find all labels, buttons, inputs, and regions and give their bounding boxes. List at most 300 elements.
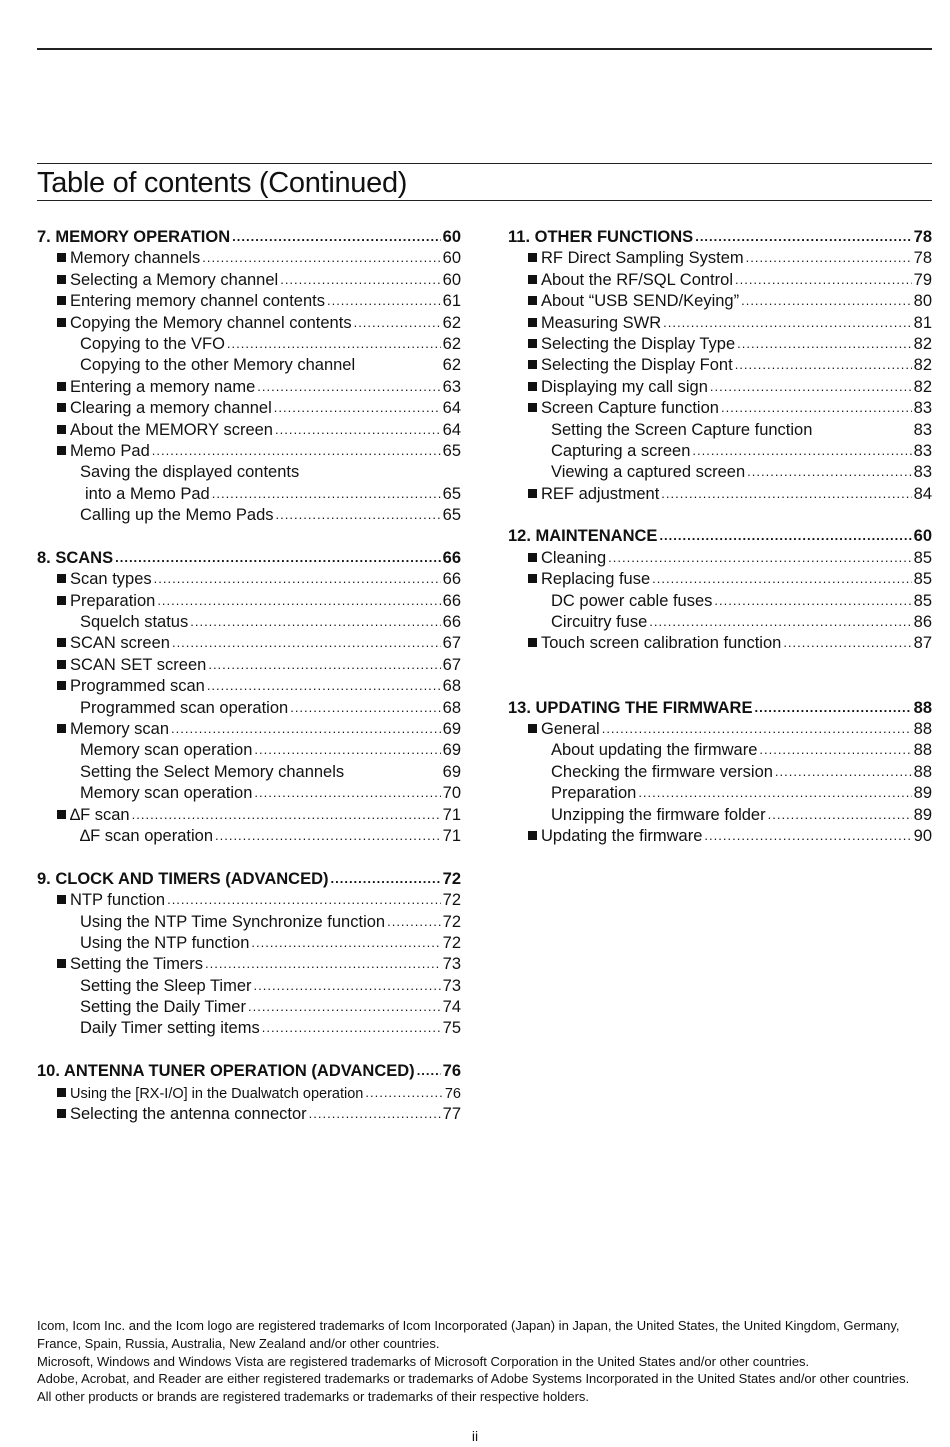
page-ref: 72 (442, 912, 461, 931)
section-heading[interactable] (37, 869, 461, 890)
bullet-square-icon (528, 831, 537, 840)
toc-section (37, 1061, 461, 1125)
footer-line: Microsoft, Windows and Windows Vista are registered trademarks of Microsoft Corporation in the United States and/or other countries. (37, 1353, 810, 1369)
toc-entry-label: About the RF/SQL Control (541, 270, 733, 289)
toc-entry-label: SCAN SET screen (70, 655, 207, 674)
toc-subentry[interactable] (37, 355, 461, 376)
toc-entry[interactable] (37, 398, 461, 419)
toc-entry[interactable] (37, 441, 461, 462)
page-ref: 82 (913, 377, 932, 396)
page-ref: 83 (913, 463, 932, 482)
toc-right-column (508, 227, 932, 869)
toc-entry-label: Selecting the antenna connector (70, 1105, 307, 1124)
title-rule-bottom (37, 200, 932, 201)
page-ref: 86 (913, 613, 932, 632)
dot-leader (663, 312, 912, 333)
bullet-square-icon (528, 489, 537, 498)
toc-subentry-label: Preparation (551, 784, 637, 803)
toc-subentry-label: Viewing a captured screen (551, 463, 746, 482)
dot-leader (638, 782, 911, 803)
footer-line: All other products or brands are registered trademarks or trademarks of their respective holders. (37, 1389, 590, 1405)
dot-leader (171, 718, 441, 739)
page-ref: 83 (913, 399, 932, 418)
page-ref: 62 (442, 313, 461, 332)
dot-leader (327, 290, 441, 311)
toc-entry-label: Cleaning (541, 548, 607, 567)
page-ref: 87 (913, 634, 932, 653)
dot-leader (172, 632, 441, 653)
dot-leader (775, 761, 912, 782)
toc-subentry-label: Memory scan operation (80, 741, 253, 760)
dot-leader (154, 568, 441, 589)
toc-entry-label: Clearing a memory channel (70, 399, 272, 418)
footer-line: Adobe, Acrobat, and Reader are either registered trademarks or trademarks of Adobe Systems Incorporated in the United States and/or other countries. (37, 1371, 910, 1387)
page-ref: 61 (442, 292, 461, 311)
toc-subentry[interactable] (508, 462, 932, 483)
toc-subentry[interactable] (37, 505, 461, 526)
page-ref: 73 (442, 955, 461, 974)
section-heading[interactable] (37, 227, 461, 248)
page-ref: 60 (442, 228, 461, 246)
bullet-square-icon (57, 318, 66, 327)
bullet-square-icon (57, 296, 66, 305)
dot-leader (212, 483, 441, 504)
toc-entry[interactable] (508, 398, 932, 419)
toc-subentry-label: Copying to the VFO (80, 334, 225, 353)
bullet-square-icon (57, 1109, 66, 1118)
page-ref: 67 (442, 655, 461, 674)
toc-subentry[interactable] (37, 826, 461, 847)
bullet-square-icon (528, 403, 537, 412)
section-heading-label: 8. SCANS (37, 548, 114, 567)
bullet-square-icon (57, 959, 66, 968)
dot-leader (754, 697, 911, 718)
dot-leader (741, 290, 912, 311)
footer-line: Icom, Icom Inc. and the Icom logo are registered trademarks of Icom Incorporated (Japan) in Japan, the United States, the United Kingdom, Germany, France, Spain, Russia, Australia, New Zealand and/or other countries. (37, 1318, 900, 1351)
dot-leader (735, 269, 912, 290)
dot-leader (710, 376, 912, 397)
toc-entry-label: Touch screen calibration function (541, 634, 782, 653)
bullet-square-icon (57, 425, 66, 434)
toc-entry[interactable] (37, 719, 461, 740)
page-ref: 83 (913, 420, 932, 439)
dot-leader (783, 632, 911, 653)
toc-section (37, 869, 461, 1040)
toc-subentry-label: About updating the firmware (551, 741, 758, 760)
page-ref: 71 (442, 826, 461, 845)
toc-subentry[interactable] (508, 612, 932, 633)
toc-entry[interactable] (37, 591, 461, 612)
page-ref: 89 (913, 784, 932, 803)
toc-subentry[interactable] (37, 334, 461, 355)
page-ref: 66 (442, 570, 461, 589)
bullet-square-icon (57, 1088, 66, 1097)
toc-subentry[interactable] (508, 591, 932, 612)
toc-entry[interactable] (508, 826, 932, 847)
toc-section (508, 526, 932, 654)
page-ref: 65 (442, 484, 461, 503)
page-ref: 62 (442, 334, 461, 353)
dot-leader (695, 226, 911, 247)
toc-section (508, 698, 932, 848)
page-ref: 85 (913, 548, 932, 567)
bullet-square-icon (528, 318, 537, 327)
toc-entry[interactable] (37, 270, 461, 291)
dot-leader (735, 354, 912, 375)
bullet-square-icon (528, 253, 537, 262)
toc-left-column (37, 227, 461, 1147)
bullet-square-icon (57, 681, 66, 690)
dot-leader (251, 932, 440, 953)
toc-subentry[interactable] (37, 740, 461, 761)
top-rule (37, 48, 932, 50)
page-ref: 84 (913, 484, 932, 503)
toc-entry-label: Entering a memory name (70, 377, 256, 396)
bullet-square-icon (528, 275, 537, 284)
bullet-square-icon (57, 810, 66, 819)
page-ref: 64 (442, 399, 461, 418)
dot-leader (202, 247, 440, 268)
page-ref: 90 (913, 826, 932, 845)
page-ref: 65 (442, 506, 461, 525)
toc-entry-label: SCAN screen (70, 634, 170, 653)
dot-leader (704, 825, 911, 846)
dot-leader (207, 675, 441, 696)
toc-entry[interactable] (508, 484, 932, 505)
section-heading[interactable] (508, 698, 932, 719)
page-ref: 68 (442, 698, 461, 717)
toc-subentry-label: Daily Timer setting items (80, 1019, 260, 1038)
page-ref: 69 (442, 762, 461, 781)
toc-subentry-label: Copying to the other Memory channel (80, 356, 356, 375)
dot-leader (157, 590, 440, 611)
dot-leader (115, 547, 441, 568)
toc-entry[interactable] (508, 377, 932, 398)
toc-subentry-label: Using the NTP function (80, 933, 250, 952)
section-heading-label: 10. ANTENNA TUNER OPERATION (ADVANCED) (37, 1062, 415, 1081)
toc-entry-label: Selecting the Display Font (541, 356, 733, 375)
toc-subentry-label: Setting the Screen Capture function (551, 420, 813, 439)
toc-entry-label: Programmed scan (70, 677, 205, 696)
dot-leader (602, 718, 912, 739)
toc-entry-label: Setting the Timers (70, 955, 203, 974)
bullet-square-icon (57, 724, 66, 733)
toc-subentry-label: Unzipping the firmware folder (551, 805, 766, 824)
toc-entry[interactable] (37, 655, 461, 676)
page-ref: 72 (442, 933, 461, 952)
page-ref: 69 (442, 719, 461, 738)
toc-entry-label: Selecting a Memory channel (70, 270, 279, 289)
toc-subentry-label: Squelch status (80, 613, 189, 632)
toc-subentry[interactable] (37, 484, 461, 505)
toc-entry[interactable] (37, 248, 461, 269)
page-ref: 76 (444, 1085, 461, 1102)
dot-leader (737, 333, 911, 354)
dot-leader (215, 825, 441, 846)
dot-leader (257, 376, 440, 397)
toc-subentry[interactable] (37, 462, 461, 483)
section-heading-label: 9. CLOCK AND TIMERS (ADVANCED) (37, 869, 329, 888)
page-ref: 66 (442, 613, 461, 632)
bullet-square-icon (528, 339, 537, 348)
toc-subentry[interactable] (508, 740, 932, 761)
toc-entry-label: Entering memory channel contents (70, 292, 325, 311)
dot-leader (309, 1103, 441, 1124)
toc-entry[interactable] (508, 270, 932, 291)
dot-leader (365, 1082, 442, 1104)
page-number: ii (471, 1428, 479, 1444)
dot-leader (692, 440, 911, 461)
dot-leader (275, 419, 441, 440)
page-ref: 88 (913, 762, 932, 781)
bullet-square-icon (57, 596, 66, 605)
page-ref: 74 (442, 998, 461, 1017)
section-heading-label: 13. UPDATING THE FIRMWARE (508, 698, 753, 717)
toc-subentry[interactable] (37, 698, 461, 719)
section-heading-label: 11. OTHER FUNCTIONS (508, 228, 694, 246)
page-ref: 65 (442, 441, 461, 460)
toc-subentry[interactable] (37, 762, 461, 783)
page-ref: 72 (442, 869, 461, 888)
toc-entry[interactable] (508, 569, 932, 590)
toc-subentry[interactable] (37, 933, 461, 954)
toc-subentry-label: Setting the Select Memory channels (80, 762, 345, 781)
bullet-square-icon (528, 360, 537, 369)
page-title: Table of contents (Continued) (37, 167, 408, 199)
toc-entry[interactable] (37, 954, 461, 975)
bullet-square-icon (57, 253, 66, 262)
bullet-square-icon (57, 446, 66, 455)
dot-leader (262, 1017, 441, 1038)
toc-section (37, 548, 461, 847)
toc-entry-label: Preparation (70, 591, 156, 610)
toc-subentry-label: Memory scan operation (80, 784, 253, 803)
toc-subentry[interactable] (37, 1018, 461, 1039)
dot-leader (417, 1060, 441, 1081)
toc-subentry[interactable] (508, 420, 932, 441)
toc-subentry[interactable] (37, 976, 461, 997)
toc-entry-label: RF Direct Sampling System (541, 249, 744, 268)
dot-leader (714, 590, 911, 611)
toc-subentry-label: into a Memo Pad (85, 484, 210, 503)
bullet-square-icon (528, 574, 537, 583)
toc-entry[interactable] (508, 334, 932, 355)
toc-subentry-label: Capturing a screen (551, 441, 691, 460)
dot-leader (167, 889, 441, 910)
page-ref: 70 (442, 784, 461, 803)
toc-entry[interactable] (508, 548, 932, 569)
toc-entry-label: Copying the Memory channel contents (70, 313, 352, 332)
bullet-square-icon (528, 724, 537, 733)
page-ref: 68 (442, 677, 461, 696)
bullet-square-icon (57, 403, 66, 412)
section-heading-label: 7. MEMORY OPERATION (37, 228, 231, 246)
toc-entry-label: NTP function (70, 891, 166, 910)
page-ref: 60 (442, 270, 461, 289)
toc-subentry-label: Programmed scan operation (80, 698, 289, 717)
dot-leader (331, 868, 441, 889)
page-ref: 81 (913, 313, 932, 332)
dot-leader (254, 782, 440, 803)
toc-entry[interactable] (37, 569, 461, 590)
page-ref: 78 (913, 228, 932, 246)
toc-entry-label: Memory channels (70, 249, 201, 268)
section-heading[interactable] (37, 548, 461, 569)
dot-leader (290, 697, 440, 718)
page-ref: 85 (913, 570, 932, 589)
toc-entry-label: ∆F scan (70, 805, 130, 824)
toc-entry-label: Memo Pad (70, 441, 150, 460)
toc-entry-label: Selecting the Display Type (541, 334, 736, 353)
dot-leader (254, 975, 441, 996)
toc-entry[interactable] (508, 355, 932, 376)
page-ref: 66 (442, 548, 461, 567)
dot-leader (232, 226, 441, 247)
dot-leader (276, 504, 441, 525)
dot-leader (205, 953, 441, 974)
page-ref: 88 (913, 741, 932, 760)
dot-leader (152, 440, 441, 461)
dot-leader (227, 333, 441, 354)
dot-leader (254, 739, 440, 760)
page-ref: 75 (442, 1019, 461, 1038)
toc-subentry[interactable] (508, 805, 932, 826)
toc-entry[interactable] (37, 291, 461, 312)
bullet-square-icon (528, 296, 537, 305)
section-heading[interactable] (508, 227, 932, 248)
toc-subentry[interactable] (37, 783, 461, 804)
dot-leader (387, 911, 441, 932)
toc-entry-label: Using the [RX-I/O] in the Dualwatch operation (70, 1085, 364, 1102)
toc-subentry-label: DC power cable fuses (551, 591, 713, 610)
page-ref: 82 (913, 356, 932, 375)
page-ref: 77 (442, 1105, 461, 1124)
toc-subentry-label: Setting the Daily Timer (80, 998, 246, 1017)
section-heading[interactable] (37, 1061, 461, 1082)
toc-entry[interactable] (508, 633, 932, 654)
toc-entry-label: Memory scan (70, 719, 170, 738)
bullet-square-icon (528, 638, 537, 647)
toc-entry-label: Measuring SWR (541, 313, 662, 332)
toc-entry[interactable] (37, 1104, 461, 1125)
page-ref: 60 (442, 249, 461, 268)
page-ref: 88 (913, 720, 932, 738)
dot-leader (248, 996, 441, 1017)
toc-entry[interactable] (37, 890, 461, 911)
page-ref: 85 (913, 591, 932, 610)
toc-entry-label: General (541, 720, 600, 738)
toc-entry[interactable] (508, 313, 932, 334)
toc-entry-label: Replacing fuse (541, 570, 651, 589)
toc-subentry[interactable] (37, 612, 461, 633)
toc-entry[interactable] (37, 377, 461, 398)
toc-entry[interactable] (508, 291, 932, 312)
page-ref: 60 (913, 527, 932, 546)
dot-leader (649, 611, 911, 632)
page-ref: 67 (442, 634, 461, 653)
bullet-square-icon (57, 382, 66, 391)
toc-subentry-label: Setting the Sleep Timer (80, 976, 252, 995)
toc-subentry[interactable] (508, 783, 932, 804)
page-ref: 71 (442, 805, 461, 824)
bullet-square-icon (57, 275, 66, 284)
page-ref: 63 (442, 377, 461, 396)
toc-entry[interactable] (37, 633, 461, 654)
bullet-square-icon (528, 553, 537, 562)
page-ref: 79 (913, 270, 932, 289)
page-ref: 76 (442, 1062, 461, 1081)
toc-subentry-label: Saving the displayed contents (80, 463, 300, 482)
dot-leader (132, 804, 441, 825)
toc-subentry-label: Calling up the Memo Pads (80, 506, 274, 525)
toc-subentry[interactable] (508, 762, 932, 783)
bullet-square-icon (528, 382, 537, 391)
bullet-square-icon (57, 638, 66, 647)
toc-subentry[interactable] (37, 912, 461, 933)
dot-leader (659, 525, 911, 546)
toc-entry-label: Screen Capture function (541, 399, 719, 418)
toc-subentry-label: Using the NTP Time Synchronize function (80, 912, 386, 931)
toc-entry-label: Updating the firmware (541, 826, 703, 845)
dot-leader (652, 568, 911, 589)
page-ref: 88 (913, 698, 932, 717)
page-ref: 73 (442, 976, 461, 995)
trademark-footer (37, 1317, 937, 1406)
section-heading[interactable] (508, 526, 932, 547)
toc-section (37, 227, 461, 526)
page-ref: 80 (913, 292, 932, 311)
toc-entry[interactable] (508, 248, 932, 269)
toc-subentry[interactable] (37, 997, 461, 1018)
toc-entry-label: REF adjustment (541, 484, 660, 503)
dot-leader (354, 312, 441, 333)
dot-leader (661, 483, 911, 504)
page-ref: 72 (442, 891, 461, 910)
dot-leader (280, 269, 440, 290)
toc-entry-label: Displaying my call sign (541, 377, 708, 396)
page-ref: 83 (913, 441, 932, 460)
toc-entry[interactable] (37, 1083, 461, 1104)
dot-leader (274, 397, 441, 418)
title-rule-top (37, 163, 932, 164)
toc-entry[interactable] (37, 676, 461, 697)
toc-subentry[interactable] (508, 441, 932, 462)
page-ref: 62 (442, 356, 461, 375)
toc-entry[interactable] (37, 420, 461, 441)
toc-entry[interactable] (508, 719, 932, 740)
toc-entry-label: Scan types (70, 570, 152, 589)
dot-leader (768, 804, 912, 825)
dot-leader (747, 461, 911, 482)
page-ref: 64 (442, 420, 461, 439)
bullet-square-icon (57, 660, 66, 669)
dot-leader (721, 397, 912, 418)
toc-subentry-label: Checking the firmware version (551, 762, 773, 781)
section-heading-label: 12. MAINTENANCE (508, 527, 658, 546)
page-ref: 89 (913, 805, 932, 824)
dot-leader (608, 547, 912, 568)
toc-subentry-label: ∆F scan operation (80, 826, 213, 845)
dot-leader (746, 247, 912, 268)
toc-entry[interactable] (37, 805, 461, 826)
toc-entry-label: About “USB SEND/Keying” (541, 292, 740, 311)
toc-entry[interactable] (37, 313, 461, 334)
dot-leader (208, 654, 440, 675)
bullet-square-icon (57, 574, 66, 583)
toc-subentry-label: Circuitry fuse (551, 613, 648, 632)
page-ref: 66 (442, 591, 461, 610)
toc-entry-label: About the MEMORY screen (70, 420, 273, 439)
